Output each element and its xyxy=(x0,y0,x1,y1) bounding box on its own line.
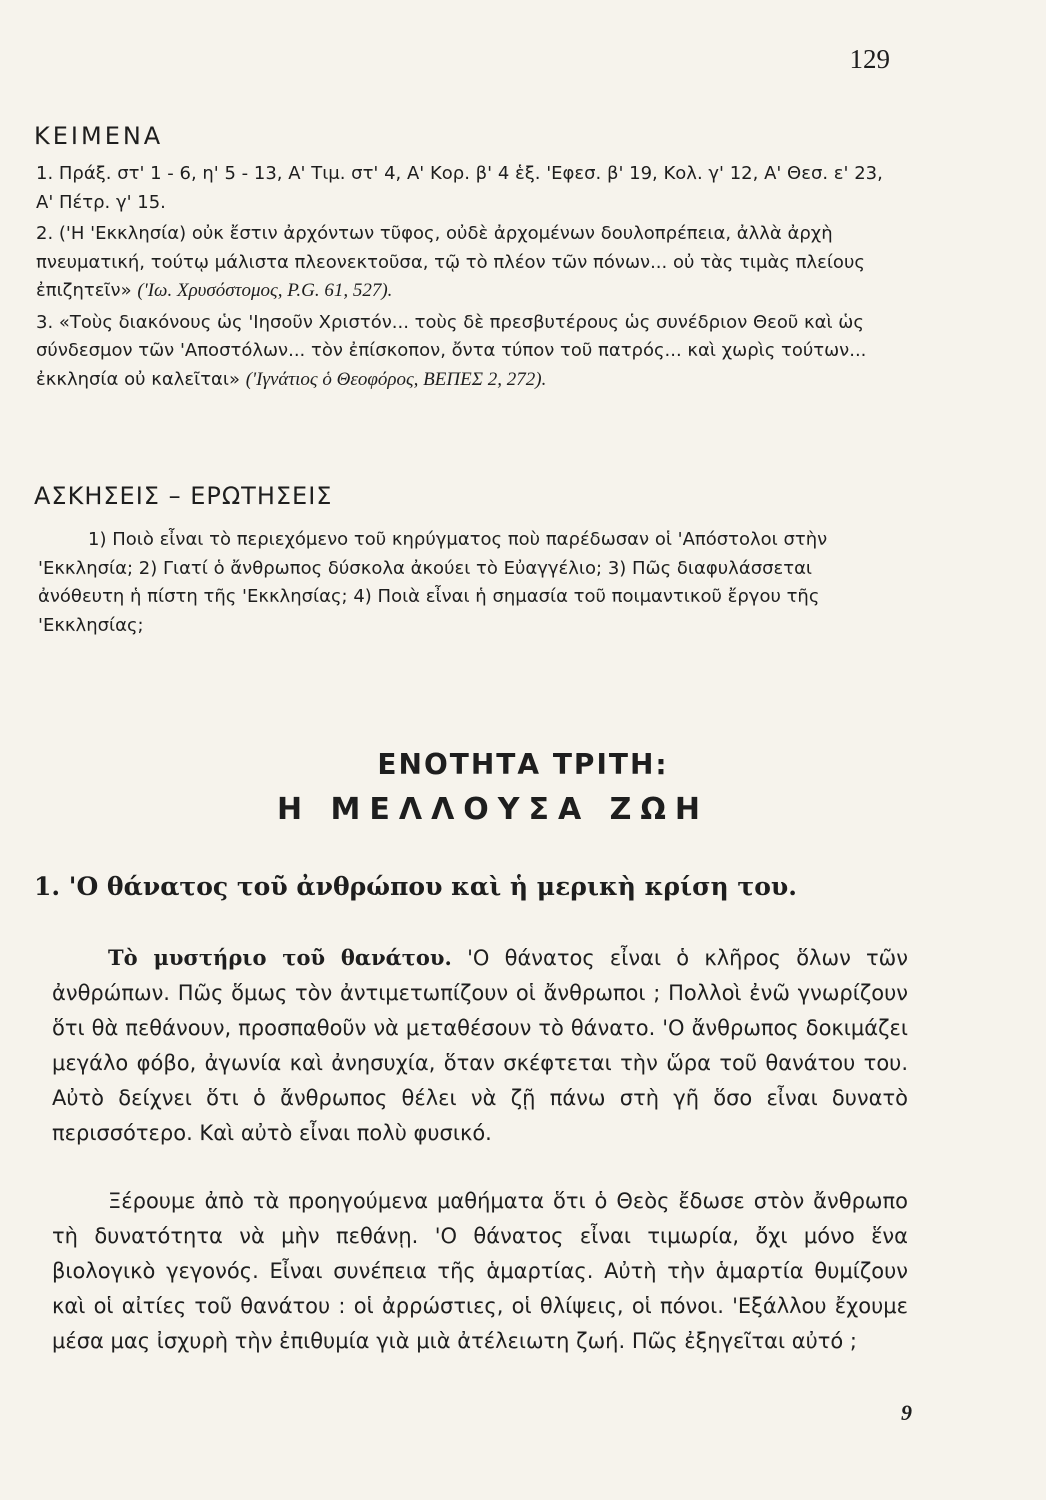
paragraph-2: Ξέρουμε ἀπὸ τὰ προηγούμενα μαθήματα ὅτι ὁ Θεὸς ἔδωσε στὸν ἄνθρωπο τὴ δυνατότητα νὰ μὴν πεθάνῃ. 'Ο θάνατος εἶναι τιμωρία, ὄχι μόνο ἕνα βιολογικὸ γεγονός. Εἶναι συνέπεια τῆς ἁμαρτίας. Αὐτὴ τὴν ἁμαρτία θυμίζουν καὶ οἱ αἰτίες τοῦ θανάτου : οἱ ἀρρώστιες, οἱ θλίψεις, οἱ πόνοι. 'Εξάλλου ἔχουμε μέσα μας ἰσχυρὴ τὴν ἐπιθυμία γιὰ μιὰ ἀτέλειωτη ζωή. Πῶς ἐξηγεῖται αὐτό ; xyxy=(52,1189,908,1353)
unit-title: ΕΝΟΤΗΤΑ ΤΡΙΤΗ: xyxy=(377,748,669,781)
texts-list xyxy=(36,160,904,397)
paragraph-subheading: Τὸ μυστήριο τοῦ θανάτου. xyxy=(108,945,452,970)
texts-item-3 xyxy=(36,309,904,395)
texts-item-citation: ('Ιω. Χρυσόστομος, P.G. 61, 527). xyxy=(137,280,393,301)
texts-heading: ΚΕΙΜΕΝΑ xyxy=(34,122,164,150)
texts-item-text: 3. «Τοὺς διακόνους ὡς 'Ιησοῦν Χριστόν... τοὺς δὲ πρεσβυτέρους ὡς συνέδριον Θεοῦ καὶ ὡς σύνδεσμον τῶν 'Αποστόλων... τὸν ἐπίσκοπον, ὄντα τύπον τοῦ πατρός... καὶ χωρὶς τούτων... ἐκκλησία οὐ καλεῖται» xyxy=(36,311,867,390)
texts-item-1 xyxy=(36,160,904,217)
paragraph-1-text: 'Ο θάνατος εἶναι ὁ κλῆρος ὅλων τῶν ἀνθρώπων. Πῶς ὅμως τὸν ἀντιμετωπίζουν οἱ ἄνθρωποι ; Πολλοὶ ἐνῶ γνωρίζουν ὅτι θὰ πεθάνουν, προσπαθοῦν νὰ μεταθέσουν τὸ θάνατο. 'Ο ἄνθρωπος δοκιμάζει μεγάλο φόβο, ἀγωνία καὶ ἀνησυχία, ὅταν σκέφτεται τὴν ὥρα τοῦ θανάτου του. Αὐτὸ δείχνει ὅτι ὁ ἄνθρωπος θέλει νὰ ζῇ πάνω στὴ γῆ ὅσο εἶναι δυνατὸ περισσότερο. Καὶ αὐτὸ εἶναι πολὺ φυσικό. xyxy=(52,946,908,1145)
texts-item-2 xyxy=(36,220,904,306)
texts-item-text: 2. ('Η 'Εκκλησία) οὐκ ἔστιν ἀρχόντων τῦφος, οὐδὲ ἀρχομένων δουλοπρέπεια, ἀλλὰ ἀρχὴ πνευματική, τούτῳ μάλιστα πλεονεκτοῦσα, τῷ τὸ πλέον τῶν πόνων... οὐ τὰς τιμὰς πλείους ἐπιζητεῖν» xyxy=(36,223,865,301)
exercises-heading: ΑΣΚΗΣΕΙΣ – ΕΡΩΤΗΣΕΙΣ xyxy=(34,482,333,510)
exercises-text: 1) Ποιὸ εἶναι τὸ περιεχόμενο τοῦ κηρύγματος ποὺ παρέδωσαν οἱ 'Απόστολοι στὴν 'Εκκλησία; 2) Γιατί ὁ ἄνθρωπος δύσκολα ἀκούει τὸ Εὐαγγέλιο; 3) Πῶς διαφυλάσσεται ἀνόθευτη ἡ πίστη τῆς 'Εκκλησίας; 4) Ποιὰ εἶναι ἡ σημασία τοῦ ποιμαντικοῦ ἔργου τῆς 'Εκκλησίας; xyxy=(38,529,828,636)
paragraph-1 xyxy=(52,940,908,1151)
footer-number: 9 xyxy=(901,1400,912,1425)
page-number: 129 xyxy=(849,44,890,74)
texts-item-citation: ('Ιγνάτιος ὁ Θεοφόρος, ΒΕΠΕΣ 2, 272). xyxy=(245,368,547,390)
lesson-title: 1. 'Ο θάνατος τοῦ ἀνθρώπου καὶ ἡ μερικὴ κρίση του. xyxy=(34,872,797,901)
texts-item-text: 1. Πράξ. στ' 1 - 6, η' 5 - 13, Α' Τιμ. στ' 4, Α' Κορ. β' 4 ἑξ. 'Εφεσ. β' 19, Κολ. γ' 12, Α' Θεσ. ε' 23, Α' Πέτρ. γ' 15. xyxy=(36,163,883,213)
unit-subtitle: Η ΜΕΛΛΟΥΣΑ ΖΩΗ xyxy=(276,792,710,827)
